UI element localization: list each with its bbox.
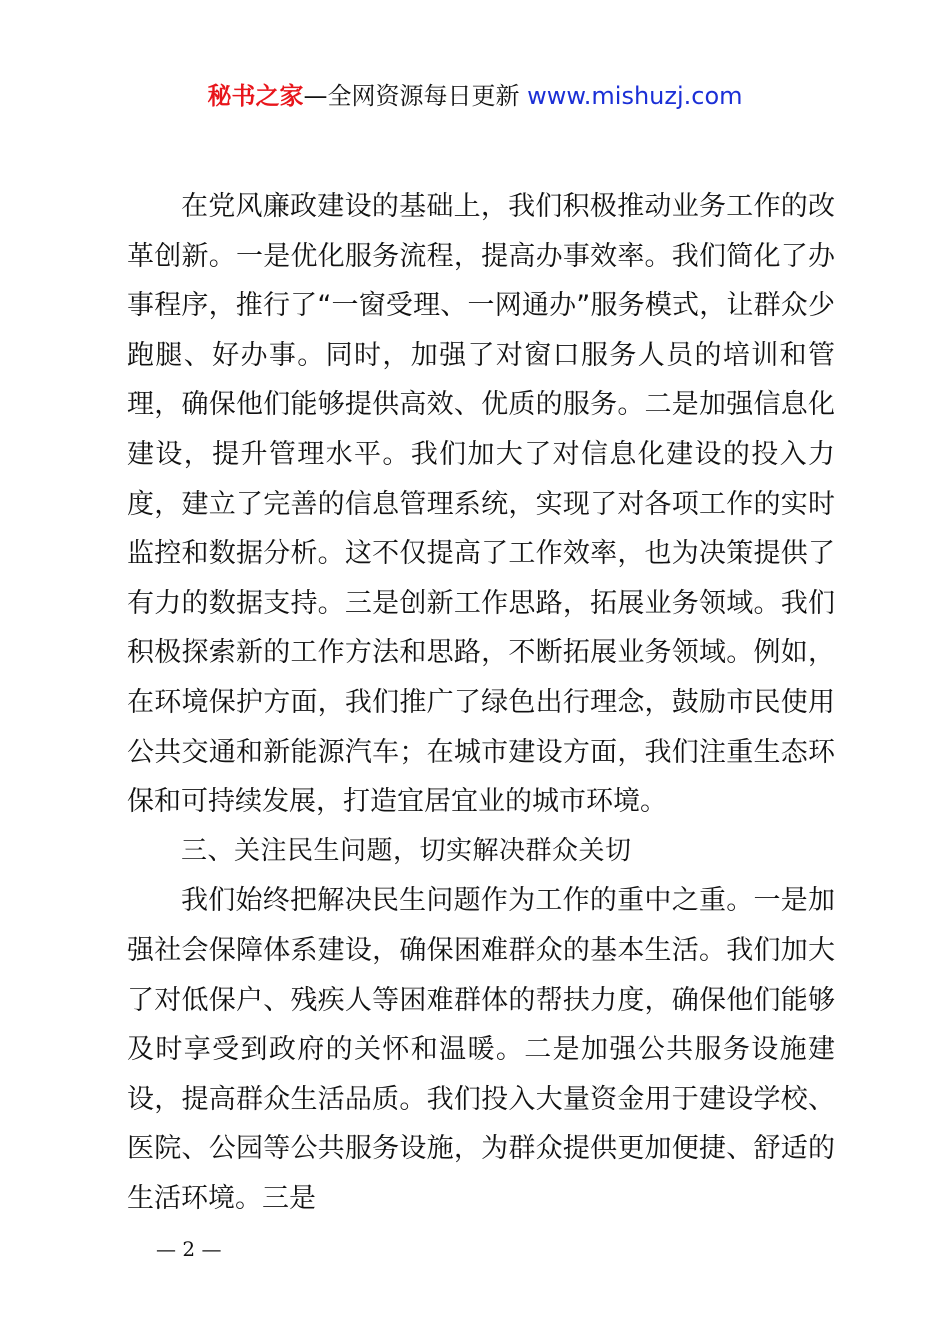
header-tagline: —全网资源每日更新	[303, 82, 520, 110]
section-heading-livelihood: 三、关注民生问题，切实解决群众关切	[181, 835, 632, 866]
paragraph-livelihood: 我们始终把解决民生问题作为工作的重中之重。一是加强社会保障体系建设，确保困难群众的基本生活。我们加大了对低保户、残疾人等困难群体的帮扶力度，确保他们能够及时享受到政府的关怀和温暖。二是加强公共服务设施建设，提高群众生活品质。我们投入大量资金用于建设学校、医院、公园等公共服务设施，为群众提供更加便捷、舒适的生活环境。三是	[127, 885, 835, 1214]
paragraph-reform-innovation: 在党风廉政建设的基础上，我们积极推动业务工作的改革创新。一是优化服务流程，提高办事效率。我们简化了办事程序，推行了“一窗受理、一网通办”服务模式，让群众少跑腿、好办事。同时，加强了对窗口服务人员的培训和管理，确保他们能够提供高效、优质的服务。二是加强信息化建设，提升管理水平。我们加大了对信息化建设的投入力度，建立了完善的信息管理系统，实现了对各项工作的实时监控和数据分析。这不仅提高了工作效率，也为决策提供了有力的数据支持。三是创新工作思路，拓展业务领域。我们积极探索新的工作方法和思路，不断拓展业务领域。例如，在环境保护方面，我们推广了绿色出行理念，鼓励市民使用公共交通和新能源汽车；在城市建设方面，我们注重生态环保和可持续发展，打造宜居宜业的城市环境。	[127, 191, 835, 818]
site-header	[0, 80, 950, 112]
document-body	[127, 182, 835, 1223]
page-number: — 2 —	[156, 1237, 222, 1261]
site-url-link[interactable]: www.mishuzj.com	[527, 82, 743, 110]
brand-name: 秘书之家	[207, 82, 304, 110]
